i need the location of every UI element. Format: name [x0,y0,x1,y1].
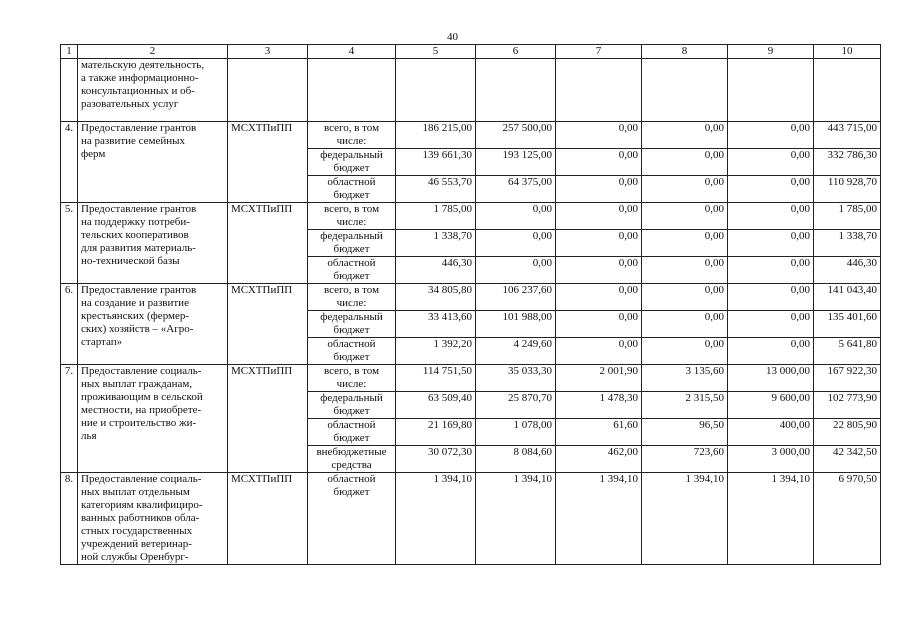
year-value: 30 072,30 [396,446,476,473]
year-value: 0,00 [728,257,814,284]
year-value: 1 338,70 [396,230,476,257]
funding-source: всего, в том числе: [308,122,396,149]
year-value: 0,00 [728,311,814,338]
year-value: 0,00 [642,338,728,365]
total-value: 167 922,30 [814,365,881,392]
year-value: 1 392,20 [396,338,476,365]
table-row [61,365,881,392]
column-header: 8 [642,45,728,59]
total-value: 102 773,90 [814,392,881,419]
budget-table [60,44,881,565]
year-value: 446,30 [396,257,476,284]
year-value: 114 751,50 [396,365,476,392]
funding-source: областной бюджет [308,473,396,565]
year-value: 193 125,00 [476,149,556,176]
column-header: 4 [308,45,396,59]
funding-source: областной бюджет [308,338,396,365]
year-value: 101 988,00 [476,311,556,338]
funding-source: федеральный бюджет [308,392,396,419]
year-value: 0,00 [728,230,814,257]
year-value: 1 394,10 [728,473,814,565]
table-row [61,473,881,565]
year-value: 186 215,00 [396,122,476,149]
column-header: 10 [814,45,881,59]
year-value: 0,00 [642,230,728,257]
year-value: 0,00 [476,203,556,230]
funding-source: областной бюджет [308,419,396,446]
year-value: 0,00 [728,176,814,203]
responsible-agency: МСХТПиПП [228,473,308,565]
year-value: 1 394,10 [396,473,476,565]
column-header: 7 [556,45,642,59]
total-value: 5 641,80 [814,338,881,365]
column-header: 3 [228,45,308,59]
year-value: 1 078,00 [476,419,556,446]
total-value: 446,30 [814,257,881,284]
year-value: 25 870,70 [476,392,556,419]
year-value: 0,00 [728,149,814,176]
total-value: 141 043,40 [814,284,881,311]
total-value: 135 401,60 [814,311,881,338]
activity-name: Предоставление социаль- ных выплат гражданам, проживающим в сельской местности, на приобрете- ние и строительство жи- лья [78,365,228,473]
year-value: 0,00 [642,176,728,203]
year-value: 106 237,60 [476,284,556,311]
year-value: 1 478,30 [556,392,642,419]
year-value: 1 394,10 [642,473,728,565]
year-value: 33 413,60 [396,311,476,338]
funding-source: областной бюджет [308,257,396,284]
year-value: 462,00 [556,446,642,473]
row-number: 8. [61,473,78,565]
activity-name: Предоставление грантов на создание и развитие крестьянских (фермер- ских) хозяйств – «Агро- стартап» [78,284,228,365]
continuation-row [61,59,881,122]
year-value: 0,00 [476,230,556,257]
year-value: 2 001,90 [556,365,642,392]
row-number: 7. [61,365,78,473]
year-value: 0,00 [642,257,728,284]
year-value: 257 500,00 [476,122,556,149]
year-value: 0,00 [642,203,728,230]
table-row [61,284,881,311]
year-value: 63 509,40 [396,392,476,419]
activity-name: Предоставление грантов на развитие семейных ферм [78,122,228,203]
column-header: 1 [61,45,78,59]
total-value: 42 342,50 [814,446,881,473]
year-value: 0,00 [556,203,642,230]
year-value: 0,00 [642,284,728,311]
row-number [61,59,78,122]
year-value: 2 315,50 [642,392,728,419]
responsible-agency: МСХТПиПП [228,365,308,473]
year-value: 21 169,80 [396,419,476,446]
year-value: 1 785,00 [396,203,476,230]
year-value: 8 084,60 [476,446,556,473]
responsible-agency: МСХТПиПП [228,284,308,365]
year-value: 0,00 [556,122,642,149]
table-header [61,45,881,59]
funding-source: федеральный бюджет [308,311,396,338]
year-value: 0,00 [728,284,814,311]
year-value: 0,00 [642,149,728,176]
responsible-agency: МСХТПиПП [228,203,308,284]
year-value: 34 805,80 [396,284,476,311]
funding-source: всего, в том числе: [308,284,396,311]
year-value: 0,00 [728,338,814,365]
year-value: 400,00 [728,419,814,446]
funding-source: федеральный бюджет [308,149,396,176]
year-value: 0,00 [476,257,556,284]
year-value: 0,00 [728,122,814,149]
column-number-row [61,45,881,59]
year-value: 4 249,60 [476,338,556,365]
page-number: 40 [447,31,458,43]
activity-name: Предоставление социаль- ных выплат отдельным категориям квалифициро- ванных работников обла- стных государственных учреждений ветеринар- ной службы Оренбург- [78,473,228,565]
table-row [61,203,881,230]
year-value: 61,60 [556,419,642,446]
year-value: 0,00 [728,203,814,230]
year-value: 0,00 [556,284,642,311]
total-value: 6 970,50 [814,473,881,565]
year-value: 0,00 [556,338,642,365]
activity-name: Предоставление грантов на поддержку потреби- тельских кооперативов для развития материаль- но-технической базы [78,203,228,284]
row-number: 5. [61,203,78,284]
year-value: 0,00 [556,311,642,338]
year-value: 1 394,10 [476,473,556,565]
funding-source: всего, в том числе: [308,203,396,230]
year-value: 35 033,30 [476,365,556,392]
responsible-agency: МСХТПиПП [228,122,308,203]
total-value: 443 715,00 [814,122,881,149]
year-value: 96,50 [642,419,728,446]
year-value: 0,00 [642,122,728,149]
column-header: 9 [728,45,814,59]
year-value: 13 000,00 [728,365,814,392]
total-value: 22 805,90 [814,419,881,446]
year-value: 0,00 [642,311,728,338]
year-value: 723,60 [642,446,728,473]
funding-source: всего, в том числе: [308,365,396,392]
total-value: 332 786,30 [814,149,881,176]
row-number: 6. [61,284,78,365]
column-header: 2 [78,45,228,59]
year-value: 3 135,60 [642,365,728,392]
year-value: 3 000,00 [728,446,814,473]
year-value: 9 600,00 [728,392,814,419]
table-body [61,59,881,565]
column-header: 6 [476,45,556,59]
year-value: 46 553,70 [396,176,476,203]
year-value: 0,00 [556,176,642,203]
funding-source: федеральный бюджет [308,230,396,257]
row-number: 4. [61,122,78,203]
year-value: 0,00 [556,257,642,284]
year-value: 139 661,30 [396,149,476,176]
year-value: 1 394,10 [556,473,642,565]
funding-source: внебюджетные средства [308,446,396,473]
column-header: 5 [396,45,476,59]
year-value: 0,00 [556,230,642,257]
total-value: 1 338,70 [814,230,881,257]
activity-name: мательскую деятельность, а также информационно- консультационных и об- разовательных услуг [78,59,228,122]
year-value: 64 375,00 [476,176,556,203]
funding-source: областной бюджет [308,176,396,203]
total-value: 110 928,70 [814,176,881,203]
table-row [61,122,881,149]
year-value: 0,00 [556,149,642,176]
total-value: 1 785,00 [814,203,881,230]
